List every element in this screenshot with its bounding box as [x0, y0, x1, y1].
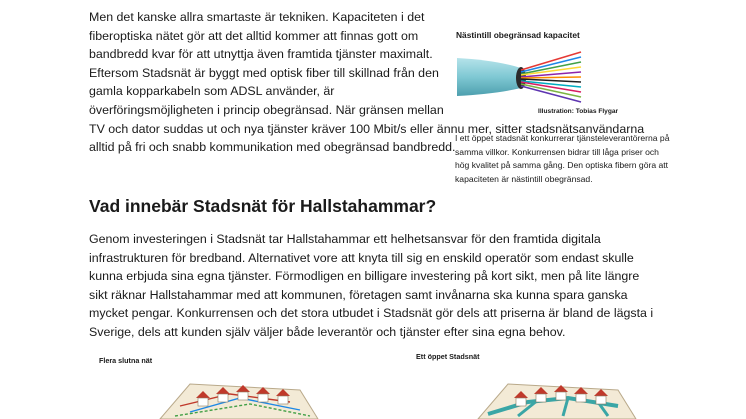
diagram-left-title: Flera slutna nät: [99, 356, 153, 365]
section-paragraph: Genom investeringen i Stadsnät tar Hallstahammar ett helhetsansvar för den framtida digitala infrastrukturen för bredband. Alternativet vore att knyta till sig en enskild operatör som endast skulle kunna erbjuda sina egna tjänster. Förmodligen en billigare investering på kort sikt, men på lite längre sikt räknar Hallstahammar med att kommunen, företagen samt invånarna ska kunna spara ganska mycket pengar. Konkurrensen och det stora utbudet i Stadsnät gör dels att priserna är bland de lägsta i Sverige, dels att kunden själv väljer både leverantör och tjänster efter sina egna behov.: [89, 232, 654, 339]
intro-paragraph-text: Men det kanske allra smartaste är tekniken. Kapaciteten i det fiberoptiska nätet gör att det alltid kommer att finnas gott om bandbredd kvar för att utnyttja även framtida tjänster maximalt. Eftersom Stadsnät är byggt med optisk fiber till skillnad från den gamla kopparkabeln som ADSL använder, är överföringsmöjligheten i princip obegränsad. När gränsen mellan TV och dator suddas ut och nya tjänster kräver 100 Mbit/s eller ännu mer, sitter stadsnätsanvändarna alltid på fri och snabb kommunikation med obegränsad bandbredd.: [89, 10, 645, 155]
sidebar-caption: I ett öppet stadsnät konkurrerar tjänsteleverantörerna på samma villkor. Konkurrensen bidrar till låga priser och hög kvalitet på samma gång. Den optiska fibern göra att kapaciteten är nästintill obegränsad.: [455, 133, 670, 184]
diagram-right-title: Ett öppet Stadsnät: [416, 352, 480, 361]
sidebar-title: Nästintill obegränsad kapacitet: [456, 30, 580, 40]
closed-networks-diagram: [150, 376, 320, 419]
open-network-diagram: [468, 376, 638, 419]
fiber-cable-illustration: [455, 48, 585, 106]
illustration-credit: Illustration: Tobias Flygar: [538, 108, 619, 115]
section-heading: Vad innebär Stadsnät för Hallstahammar?: [89, 196, 437, 216]
